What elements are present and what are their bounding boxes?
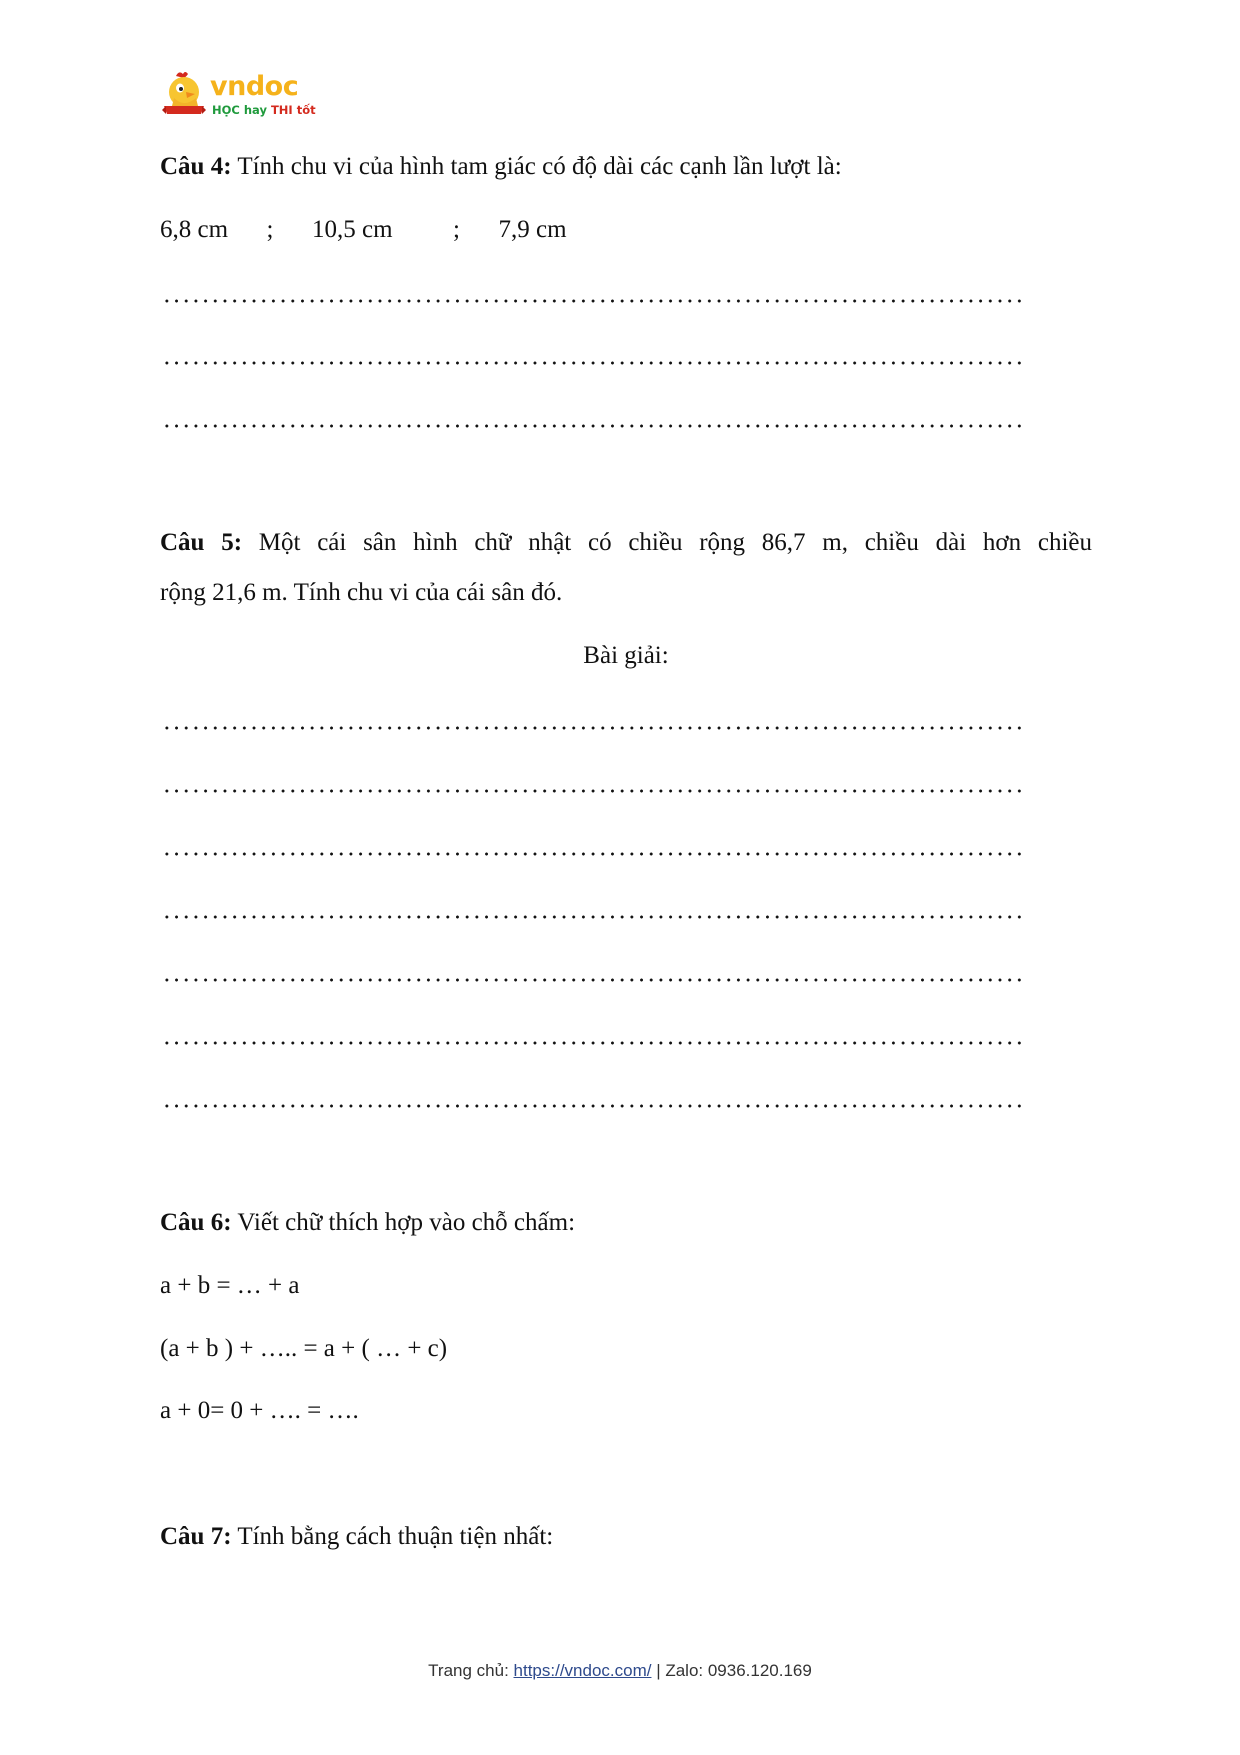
side-length: 6,8 cm <box>160 216 229 243</box>
solution-heading: Bài giải: <box>583 642 669 669</box>
answer-line[interactable] <box>162 1104 1024 1108</box>
slogan-green: HỌC hay <box>212 103 267 117</box>
slogan-red: THI tốt <box>270 103 316 117</box>
answer-line[interactable] <box>162 915 1024 919</box>
separator: ; <box>266 216 274 243</box>
answer-line[interactable] <box>162 978 1024 982</box>
question-4-values <box>160 215 567 245</box>
question-label: Câu 6: <box>160 1209 232 1236</box>
page-footer <box>0 1661 1240 1681</box>
question-4-prompt <box>160 152 842 182</box>
answer-line[interactable] <box>162 1041 1024 1045</box>
question-label: Câu 4: <box>160 153 232 180</box>
footer-prefix: Trang chủ: <box>428 1661 514 1680</box>
answer-line[interactable] <box>162 789 1024 793</box>
side-length: 7,9 cm <box>498 216 567 243</box>
vndoc-logo <box>160 68 330 124</box>
fill-blank-item: a + 0= 0 + …. = …. <box>160 1397 359 1424</box>
answer-line[interactable] <box>162 361 1024 365</box>
question-text: Viết chữ thích hợp vào chỗ chấm: <box>231 1209 576 1236</box>
homepage-link[interactable]: https://vndoc.com/ <box>513 1661 652 1680</box>
question-label: Câu 7: <box>160 1523 232 1550</box>
answer-line[interactable] <box>162 852 1024 856</box>
question-5-prompt-line1 <box>160 528 1092 558</box>
answer-line[interactable] <box>162 726 1024 730</box>
fill-blank-item: a + b = … + a <box>160 1272 300 1299</box>
footer-contact: | Zalo: 0936.120.169 <box>651 1661 812 1680</box>
answer-line[interactable] <box>162 424 1024 428</box>
brand-name: vndoc <box>210 71 299 102</box>
question-text: Tính bằng cách thuận tiện nhất: <box>231 1523 554 1550</box>
question-7-prompt <box>160 1522 553 1552</box>
question-5-prompt-line2: rộng 21,6 m. Tính chu vi của cái sân đó. <box>160 579 563 606</box>
separator: ; <box>453 216 460 243</box>
question-text: Tính chu vi của hình tam giác có độ dài các cạnh lần lượt là: <box>231 153 842 180</box>
question-text: Một cái sân hình chữ nhật có chiều rộng 86,7 m, chiều dài hơn chiều <box>242 529 1092 556</box>
question-6-prompt <box>160 1208 575 1238</box>
side-length: 10,5 cm <box>312 216 393 243</box>
chicken-mascot-icon <box>162 70 206 120</box>
answer-line[interactable] <box>162 299 1024 303</box>
slogan <box>212 103 316 117</box>
fill-blank-item: (a + b ) + ….. = a + ( … + c) <box>160 1335 448 1362</box>
question-label: Câu 5: <box>160 529 243 556</box>
